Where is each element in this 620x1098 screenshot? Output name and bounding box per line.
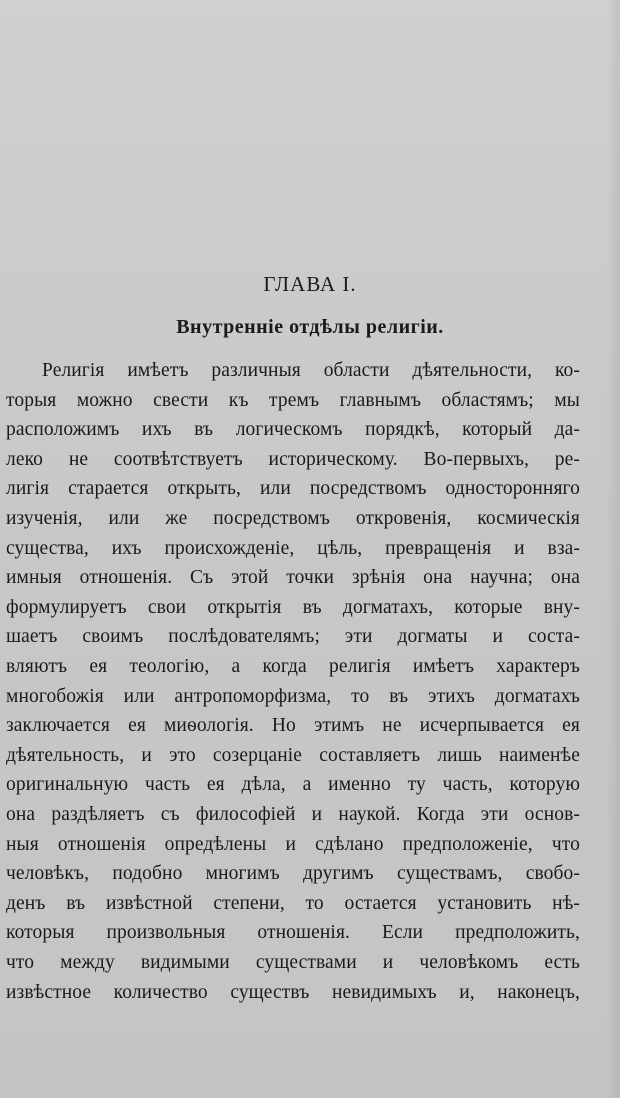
text-line: имныя отношенія. Съ этой точки зрѣнія она научна; она [6, 567, 580, 589]
text-line: леко не соотвѣтствуетъ историческому. Во-первыхъ, ре- [6, 448, 580, 470]
text-line: торыя можно свести къ тремъ главнымъ областямъ; мы [6, 389, 580, 411]
text-line: многобожія или антропоморфизма, то въ этихъ догматахъ [6, 685, 580, 707]
text-line: вляютъ ея теологію, а когда религія имѣетъ характеръ [6, 656, 580, 677]
text-line: заключается ея миѳологія. Но этимъ не исчерпывается ея [6, 715, 580, 737]
text-line: дѣятельность, и это созерцаніе составляетъ лишь наименѣе [6, 744, 580, 766]
text-line: которыя произвольныя отношенія. Если предположить, [6, 922, 580, 944]
text-line: расположимъ ихъ въ логическомъ порядкѣ, который да- [6, 419, 580, 441]
text-line: извѣстное количество существъ невидимыхъ и, наконецъ, [6, 981, 580, 1003]
chapter-heading: ГЛАВА I. [263, 272, 357, 296]
text-line: ныя отношенія опредѣлены и сдѣлано предположеніе, что [6, 833, 580, 855]
text-line: человѣкъ, подобно многимъ другимъ существамъ, свобо- [6, 863, 580, 885]
text-line: оригинальную часть ея дѣла, а именно ту часть, которую [6, 774, 580, 796]
text-line: лигія старается открыть, или посредствомъ односторонняго [6, 478, 580, 500]
text-line: формулируетъ свои открытія въ догматахъ, которые вну- [6, 596, 580, 618]
page-edge-shadow [606, 0, 620, 1098]
text-line: денъ въ извѣстной степени, то остается установить нѣ- [6, 892, 580, 914]
text-line: существа, ихъ происхожденіе, цѣль, превращенія и вза- [6, 537, 580, 559]
text-line: что между видимыми существами и человѣкомъ есть [6, 952, 580, 973]
text-line: шаетъ своимъ послѣдователямъ; эти догматы и соста- [6, 626, 580, 648]
section-title: Внутренніе отдѣлы религіи. [176, 316, 444, 338]
text-line: изученія, или же посредствомъ откровенія, космическія [6, 508, 580, 529]
text-line: Религія имѣетъ различныя области дѣятельности, ко- [42, 360, 580, 381]
text-line: она раздѣляетъ съ философіей и наукой. Когда эти основ- [6, 804, 580, 825]
